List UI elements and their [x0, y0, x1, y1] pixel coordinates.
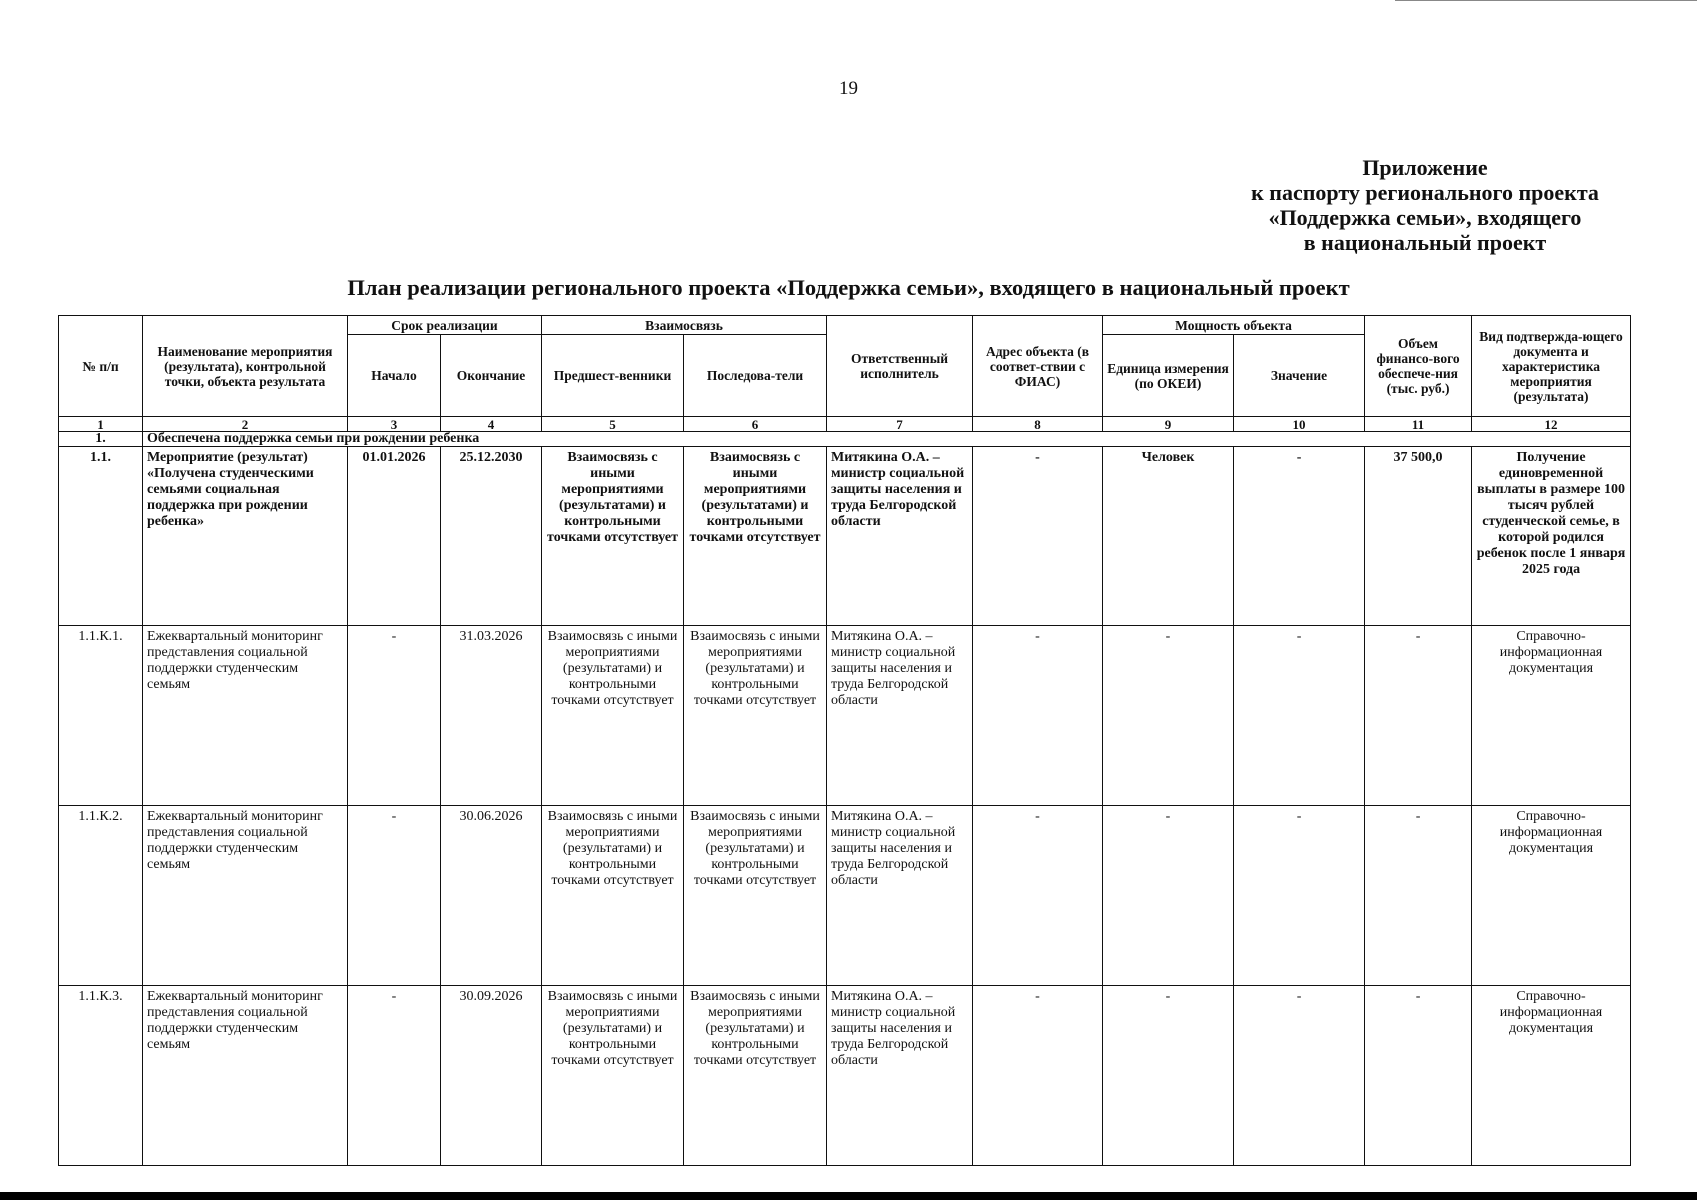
- page-number: 19: [839, 78, 858, 99]
- table-row: [59, 626, 1631, 806]
- header-name: Наименование мероприятия (результата), контрольной точки, объекта результата: [143, 316, 348, 417]
- row-document: Справочно-информационная документация: [1472, 626, 1631, 806]
- header-start: Начало: [348, 335, 441, 417]
- row-num: 1.1.К.2.: [59, 806, 143, 986]
- row-value: -: [1234, 626, 1365, 806]
- row-name: Ежеквартальный мониторинг представления социальной поддержки студенческим семьям: [143, 626, 348, 806]
- row-predecessors: Взаимосвязь с иными мероприятиями (результатами) и контрольными точками отсутствует: [542, 806, 684, 986]
- appendix-line-2: к паспорту регионального проекта: [1251, 180, 1599, 205]
- row-end: 30.09.2026: [441, 986, 542, 1166]
- header-unit: Единица измерения (по ОКЕИ): [1103, 335, 1234, 417]
- row-successors: Взаимосвязь с иными мероприятиями (результатами) и контрольными точками отсутствует: [684, 986, 827, 1166]
- table-header: [59, 316, 1631, 432]
- header-address: Адрес объекта (в соответ-ствии с ФИАС): [973, 316, 1103, 417]
- header-predecessors: Предшест-венники: [542, 335, 684, 417]
- row-predecessors: Взаимосвязь с иными мероприятиями (результатами) и контрольными точками отсутствует: [542, 447, 684, 626]
- row-responsible: Митякина О.А. – министр социальной защиты населения и труда Белгородской области: [827, 986, 973, 1166]
- row-unit: Человек: [1103, 447, 1234, 626]
- header-period: Срок реализации: [348, 316, 542, 335]
- header-value: Значение: [1234, 335, 1365, 417]
- row-address: -: [973, 986, 1103, 1166]
- table-row: [59, 986, 1631, 1166]
- row-value: -: [1234, 806, 1365, 986]
- row-funding: -: [1365, 626, 1472, 806]
- table-row: [59, 806, 1631, 986]
- row-successors: Взаимосвязь с иными мероприятиями (результатами) и контрольными точками отсутствует: [684, 447, 827, 626]
- row-funding: 37 500,0: [1365, 447, 1472, 626]
- row-address: -: [973, 447, 1103, 626]
- header-end: Окончание: [441, 335, 542, 417]
- column-number: 3: [348, 417, 441, 432]
- header-successors: Последова-тели: [684, 335, 827, 417]
- row-value: -: [1234, 447, 1365, 626]
- header-relation: Взаимосвязь: [542, 316, 827, 335]
- header-responsible: Ответственный исполнитель: [827, 316, 973, 417]
- row-name: Ежеквартальный мониторинг представления социальной поддержки студенческим семьям: [143, 806, 348, 986]
- table-row: [59, 447, 1631, 626]
- row-predecessors: Взаимосвязь с иными мероприятиями (результатами) и контрольными точками отсутствует: [542, 626, 684, 806]
- header-capacity: Мощность объекта: [1103, 316, 1365, 335]
- row-end: 31.03.2026: [441, 626, 542, 806]
- row-document: Получение единовременной выплаты в размере 100 тысяч рублей студенческой семье, в которой родился ребенок после 1 января 2025 года: [1472, 447, 1631, 626]
- section-num: 1.: [59, 432, 143, 447]
- section-row: [59, 432, 1631, 447]
- row-funding: -: [1365, 986, 1472, 1166]
- row-start: 01.01.2026: [348, 447, 441, 626]
- row-responsible: Митякина О.А. – министр социальной защиты населения и труда Белгородской области: [827, 806, 973, 986]
- row-unit: -: [1103, 626, 1234, 806]
- header-funding: Объем финансо-вого обеспече-ния (тыс. руб.): [1365, 316, 1472, 417]
- row-address: -: [973, 806, 1103, 986]
- header-document: Вид подтвержда-ющего документа и характеристика мероприятия (результата): [1472, 316, 1631, 417]
- document-title: План реализации регионального проекта «Поддержка семьи», входящего в национальный проект: [347, 275, 1350, 300]
- section-title: Обеспечена поддержка семьи при рождении ребенка: [143, 432, 1631, 447]
- column-number: 11: [1365, 417, 1472, 432]
- top-edge-rule: [1395, 0, 1697, 1]
- column-number: 1: [59, 417, 143, 432]
- column-number: 8: [973, 417, 1103, 432]
- column-number: 6: [684, 417, 827, 432]
- appendix-heading: [1190, 155, 1660, 255]
- row-address: -: [973, 626, 1103, 806]
- row-num: 1.1.: [59, 447, 143, 626]
- row-predecessors: Взаимосвязь с иными мероприятиями (результатами) и контрольными точками отсутствует: [542, 986, 684, 1166]
- scan-bottom-edge: [0, 1192, 1697, 1200]
- row-end: 30.06.2026: [441, 806, 542, 986]
- row-name: Ежеквартальный мониторинг представления социальной поддержки студенческим семьям: [143, 986, 348, 1166]
- row-end: 25.12.2030: [441, 447, 542, 626]
- appendix-line-3: «Поддержка семьи», входящего: [1268, 205, 1582, 230]
- row-name: Мероприятие (результат) «Получена студенческими семьями социальная поддержка при рождении ребенка»: [143, 447, 348, 626]
- row-document: Справочно-информационная документация: [1472, 806, 1631, 986]
- row-unit: -: [1103, 806, 1234, 986]
- column-number: 2: [143, 417, 348, 432]
- row-successors: Взаимосвязь с иными мероприятиями (результатами) и контрольными точками отсутствует: [684, 806, 827, 986]
- column-number: 4: [441, 417, 542, 432]
- column-number-row: [59, 417, 1631, 432]
- appendix-line-4: в национальный проект: [1303, 230, 1547, 255]
- row-responsible: Митякина О.А. – министр социальной защиты населения и труда Белгородской области: [827, 447, 973, 626]
- row-start: -: [348, 806, 441, 986]
- row-funding: -: [1365, 806, 1472, 986]
- column-number: 12: [1472, 417, 1631, 432]
- row-num: 1.1.К.3.: [59, 986, 143, 1166]
- row-document: Справочно-информационная документация: [1472, 986, 1631, 1166]
- row-unit: -: [1103, 986, 1234, 1166]
- appendix-line-1: Приложение: [1362, 155, 1488, 180]
- row-value: -: [1234, 986, 1365, 1166]
- row-successors: Взаимосвязь с иными мероприятиями (результатами) и контрольными точками отсутствует: [684, 626, 827, 806]
- column-number: 10: [1234, 417, 1365, 432]
- table-body: [59, 432, 1631, 1166]
- row-start: -: [348, 626, 441, 806]
- implementation-plan-table: [58, 315, 1631, 1166]
- row-start: -: [348, 986, 441, 1166]
- column-number: 9: [1103, 417, 1234, 432]
- row-responsible: Митякина О.А. – министр социальной защиты населения и труда Белгородской области: [827, 626, 973, 806]
- row-num: 1.1.К.1.: [59, 626, 143, 806]
- column-number: 7: [827, 417, 973, 432]
- header-num: № п/п: [59, 316, 143, 417]
- column-number: 5: [542, 417, 684, 432]
